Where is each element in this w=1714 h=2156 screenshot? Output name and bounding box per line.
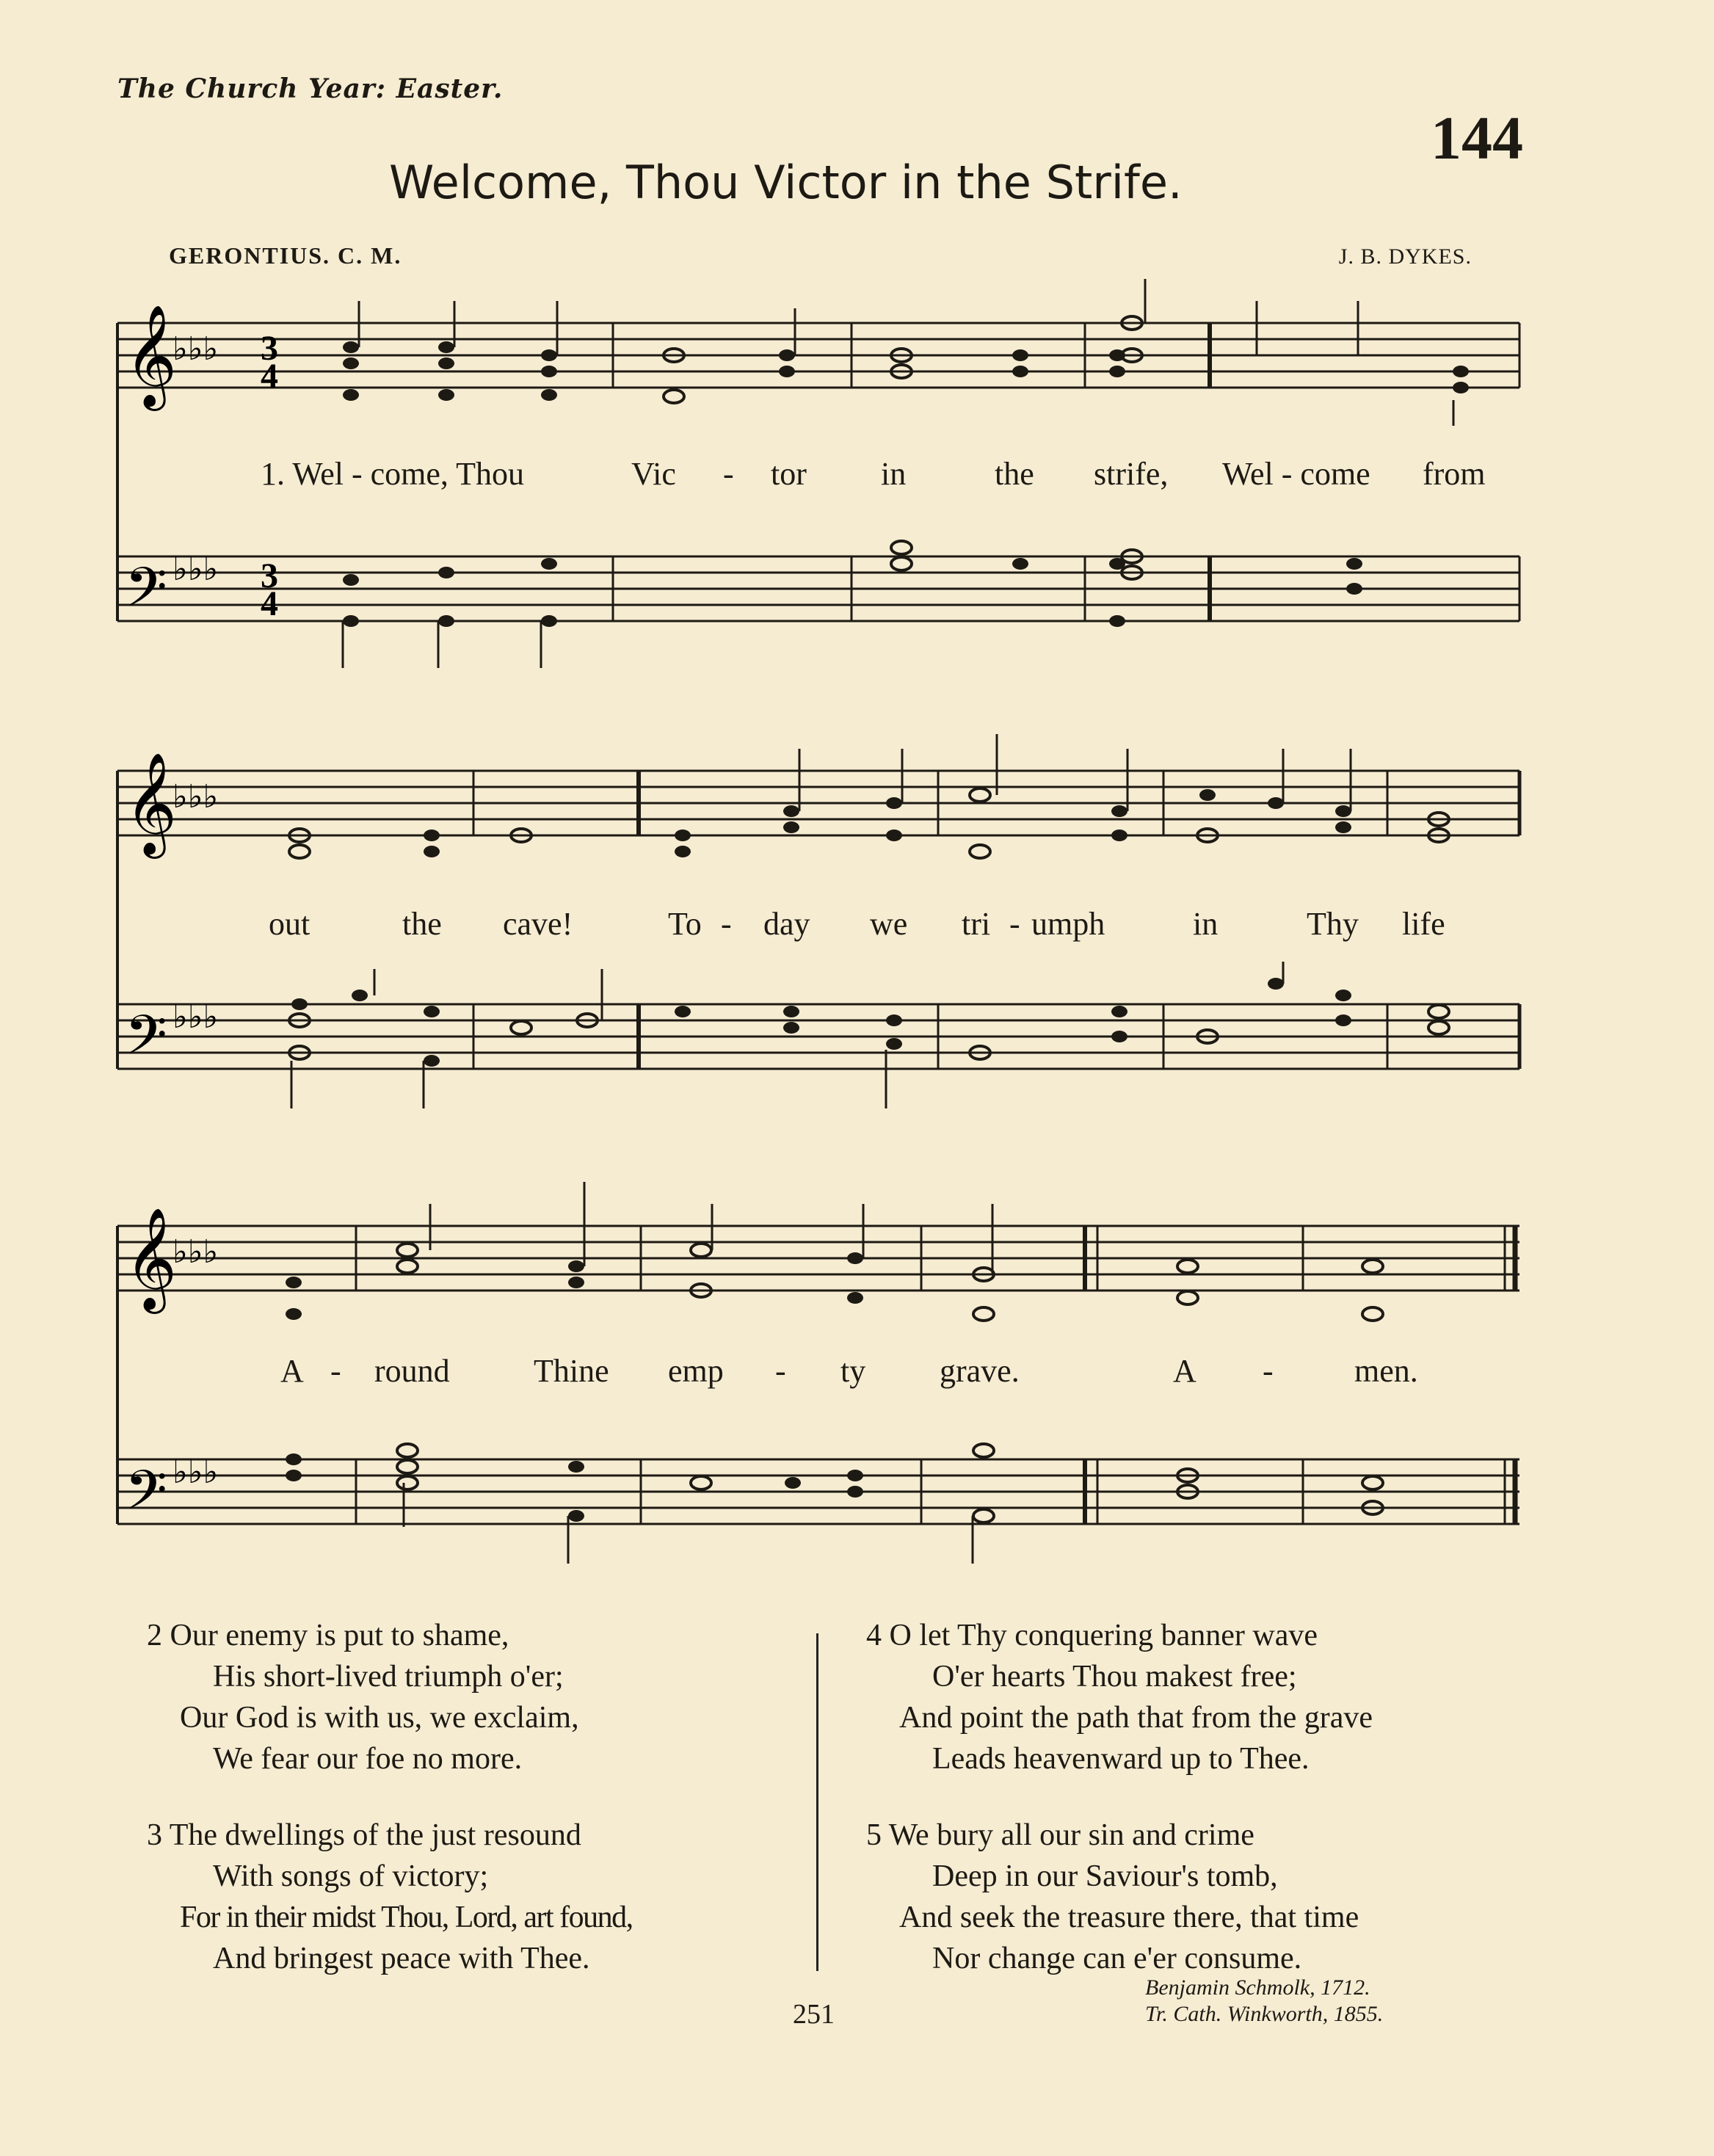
lyric: A	[1173, 1353, 1196, 1389]
lyric: A	[280, 1353, 304, 1389]
lyric: ty	[840, 1353, 866, 1389]
lyric: emp	[668, 1353, 724, 1389]
svg-text:𝄞: 𝄞	[125, 752, 177, 854]
lyric: grave.	[940, 1353, 1020, 1389]
lyric: in	[1193, 906, 1219, 942]
lyric: Thy	[1307, 906, 1359, 942]
lyric: cave!	[503, 906, 573, 942]
verse-3	[147, 1815, 633, 1979]
lyric: -	[775, 1353, 786, 1389]
verses-left	[147, 1615, 633, 2014]
lyric: life	[1402, 906, 1445, 942]
lyric: 1. Wel - come, Thou	[261, 456, 524, 492]
svg-text:𝄢: 𝄢	[125, 1459, 167, 1536]
svg-text:3: 3	[261, 556, 278, 595]
svg-text:♭♭♭: ♭♭♭	[173, 1453, 219, 1491]
composer: J. B. DYKES.	[1338, 244, 1472, 269]
tune-name: GERONTIUS. C. M.	[169, 242, 402, 269]
svg-text:𝄢: 𝄢	[125, 1003, 167, 1081]
lyric: -	[1263, 1353, 1274, 1389]
verse-line: With songs of victory;	[213, 1859, 489, 1893]
svg-text:4: 4	[261, 357, 278, 396]
svg-text:𝄢: 𝄢	[125, 556, 167, 633]
lyric-line-3	[0, 1352, 1714, 1396]
section-header: The Church Year: Easter.	[117, 73, 504, 104]
lyric: from	[1423, 456, 1486, 492]
verse-line: And point the path that from the grave	[899, 1701, 1373, 1735]
verse-divider	[816, 1633, 818, 1971]
svg-text:♭♭♭: ♭♭♭	[173, 778, 219, 816]
verse-line: Our God is with us, we exclaim,	[180, 1701, 579, 1735]
lyric: umph	[1031, 906, 1105, 942]
translator-credit: Tr. Cath. Winkworth, 1855.	[1145, 2002, 1384, 2026]
svg-text:♭♭♭: ♭♭♭	[173, 551, 219, 588]
verse-line: O'er hearts Thou makest free;	[932, 1660, 1297, 1694]
lyric: tri	[962, 906, 991, 942]
lyric: day	[763, 906, 810, 942]
hymn-title: Welcome, Thou Victor in the Strife.	[389, 156, 1183, 209]
lyric: -	[330, 1353, 341, 1389]
lyric: To	[668, 906, 702, 942]
lyric: we	[870, 906, 908, 942]
hymn-number: 144	[1431, 104, 1523, 173]
lyric: tor	[771, 456, 807, 492]
svg-text:♭♭♭: ♭♭♭	[173, 1233, 219, 1271]
lyric: -	[721, 906, 732, 942]
verse-line: His short-lived triumph o'er;	[213, 1660, 564, 1694]
verse-line: Leads heavenward up to Thee.	[932, 1742, 1310, 1776]
verse-line: 4 O let Thy conquering banner wave	[866, 1619, 1318, 1652]
verse-line: Nor change can e'er consume.	[932, 1942, 1302, 1975]
lyric: strife,	[1094, 456, 1169, 492]
lyric: the	[402, 906, 442, 942]
lyric: the	[995, 456, 1034, 492]
verse-line: And seek the treasure there, that time	[899, 1901, 1359, 1934]
page-number: 251	[793, 1999, 835, 2030]
svg-text:𝄞: 𝄞	[125, 1208, 177, 1310]
lyric: Wel - come	[1222, 456, 1370, 492]
verses-right	[866, 1615, 1373, 2014]
lyric: -	[723, 456, 734, 492]
lyric: -	[1009, 906, 1020, 942]
lyric: round	[374, 1353, 450, 1389]
verse-line: And bringest peace with Thee.	[213, 1942, 590, 1975]
svg-text:3: 3	[261, 329, 278, 368]
verse-line: We fear our foe no more.	[213, 1742, 523, 1776]
verse-line: For in their midst Thou, Lord, art found,	[180, 1901, 633, 1934]
credits	[1145, 1975, 1383, 2028]
verse-5	[866, 1815, 1373, 1979]
verse-2	[147, 1615, 633, 1779]
lyric: Vic	[631, 456, 676, 492]
lyric: men.	[1354, 1353, 1418, 1389]
lyric: Thine	[534, 1353, 609, 1389]
verse-line: Deep in our Saviour's tomb,	[932, 1859, 1278, 1893]
lyric-line-1	[0, 455, 1714, 499]
verse-line: 3 The dwellings of the just resound	[147, 1818, 581, 1852]
verse-4	[866, 1615, 1373, 1779]
svg-text:𝄞: 𝄞	[125, 305, 177, 407]
lyric: out	[269, 906, 311, 942]
author-credit: Benjamin Schmolk, 1712.	[1145, 1975, 1370, 2000]
svg-text:♭♭♭: ♭♭♭	[173, 330, 219, 368]
lyric: in	[881, 456, 907, 492]
lyric-line-2	[0, 905, 1714, 949]
verse-line: 2 Our enemy is put to shame,	[147, 1619, 509, 1652]
svg-text:4: 4	[261, 584, 278, 623]
verse-line: 5 We bury all our sin and crime	[866, 1818, 1254, 1852]
svg-text:♭♭♭: ♭♭♭	[173, 998, 219, 1036]
